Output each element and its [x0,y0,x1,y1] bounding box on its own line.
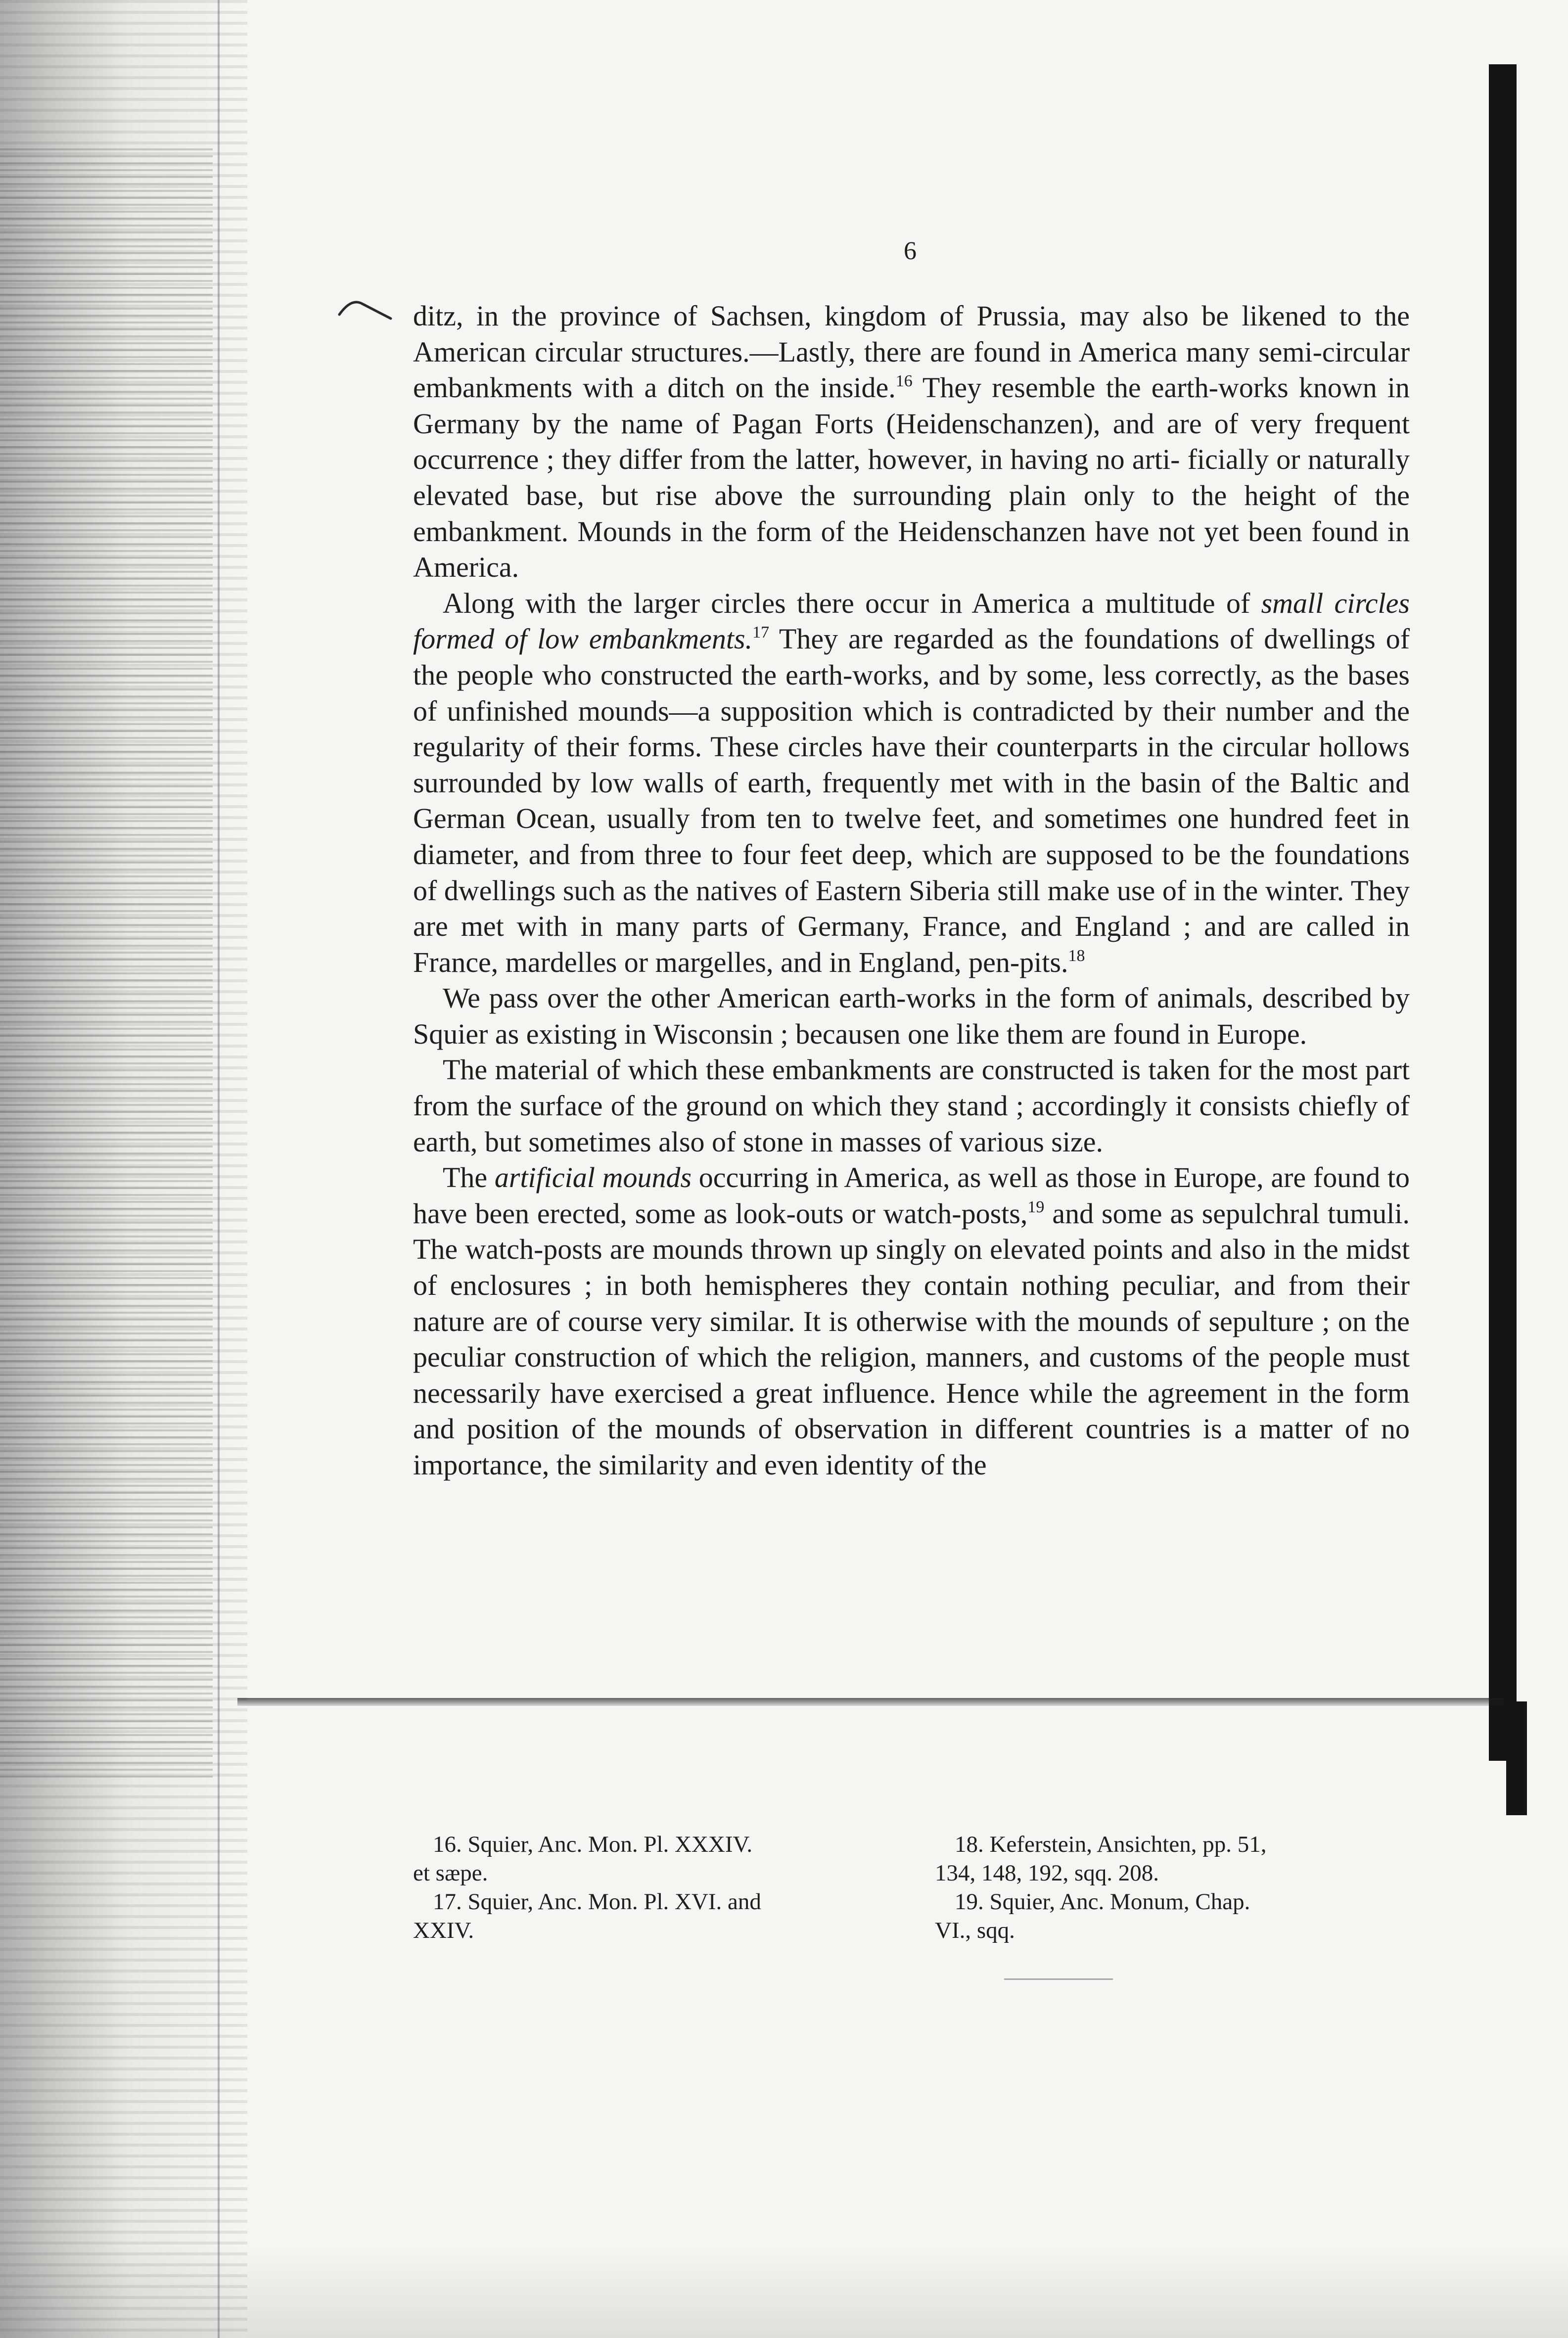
text-run: They are regarded as the foundations of dwellings of the people who constructed the earth-works, and by some, less correctly, as the bases of unfinished mounds—a supposition which is contradicted by their number and the regularity of their forms. These circles have their counterparts in the circular hollows surrounded by low walls of earth, frequently met with in the basin of the Baltic and German Ocean, usually from ten to twelve feet, and sometimes one hundred feet in diameter, and from three to four feet deep, which are supposed to be the foundations of dwellings such as the natives of Eastern Siberia still make use of in the winter. They are met with in many parts of Germany, France, and England ; and are called in France, mardelles or margelles, and in England, pen-pits. [413,623,1410,978]
text-line: They resemble the earth-works known in Germany by [413,371,1410,440]
footnotes-left-column [413,1830,888,1945]
paragraph-artificial-mounds [413,1160,1410,1483]
footnote-16: 16. Squier, Anc. Mon. Pl. XXXIV. [433,1832,753,1857]
footnote-16-cont: et sæpe. [413,1860,488,1886]
footnote-ref-17[interactable]: 17 [752,623,770,642]
footnote-17-cont: XXIV. [413,1918,474,1943]
text-line: ficially or naturally elevated base, but rise above the surrounding [413,443,1410,511]
footnote-18: 18. Keferstein, Ansichten, pp. 51, [955,1832,1267,1857]
emphasis-small-circles: small circles formed of low embankments. [413,587,1410,655]
footnote-19-cont: VI., sqq. [935,1918,1015,1943]
text-line: likened to the American circular structures.—Lastly, there are found [413,300,1410,368]
text-line: the name of Pagan Forts (Heidenschanzen), and are of very frequent [573,407,1410,440]
text-run: The [443,1161,495,1194]
page-number: 6 [904,237,917,265]
text-line: ditz, in the province of Sachsen, kingdom of Prussia, may also be [413,300,1229,332]
footnote-17: 17. Squier, Anc. Mon. Pl. XVI. and [433,1889,761,1915]
scan-page-stack [0,148,213,1781]
text-line: plain only to the height of the embankment. Mounds in the form [413,479,1410,548]
footnote-19: 19. Squier, Anc. Monum, Chap. [955,1889,1250,1915]
binding-fold-line [218,0,220,2338]
page-body [413,298,1410,1483]
text-run: and some as sepulchral tumuli. The watch-posts are mounds thrown up singly on elevated points and also in the midst of enclosures ; in both hemispheres they contain nothing peculiar, and from their nature are of course very similar. It is otherwise with the mounds of sepulture ; on the peculiar construction of which the religion, manners, and customs of the people must necessarily have exercised a great influence. Hence while the agreement in the form and position of the mounds of observation in different countries is a matter of no importance, the similarity and even identity of the [413,1197,1410,1481]
text-line: occurrence ; they differ from the latter, however, in having no arti- [413,443,1180,476]
scan-edge-right [1489,64,1517,1761]
text-run: occurring in America, as well as those in Europe, are found to have been erected, some as look-outs or watch-posts, [413,1161,1410,1230]
footnote-ref-18[interactable]: 18 [1068,946,1085,965]
footnote-18-cont: 134, 148, 192, sqq. 208. [935,1860,1159,1886]
pencil-mark-icon [336,295,396,324]
paragraph-material: The material of which these embankments are constructed is taken for the most part from the surface of the ground on which they stand ; accordingly it consists chiefly of earth, but sometimes also of stone in masses of various size. [413,1054,1410,1158]
scan-shadow-bottom [0,2246,1568,2338]
page-bottom-edge [237,1698,1504,1706]
emphasis-artificial-mounds: artificial mounds [494,1161,692,1194]
footnote-ref-19[interactable]: 19 [1027,1197,1045,1216]
scan-edge-right-lower [1506,1701,1527,1815]
paragraph-animal-earthworks: We pass over the other American earth-works in the form of animals, described by Squier as existing in Wisconsin ; becausen one like them are found in Europe. [413,982,1410,1050]
text-line: of the Heidenschanzen have not yet been found in America. [413,515,1410,584]
footnotes [413,1830,1410,1945]
footnote-ref-16[interactable]: 16 [895,372,913,391]
text-line: inside. [820,371,896,404]
paragraph-small-circles [413,586,1410,981]
pencil-scribble-mark [1004,1978,1113,1990]
paragraph-continued [413,298,1410,586]
text-run: Along with the larger circles there occur in America a multitude of [443,587,1261,619]
text-line: in America many semi-circular embankments with a ditch on the [413,335,1410,404]
footnotes-right-column [935,1830,1410,1945]
